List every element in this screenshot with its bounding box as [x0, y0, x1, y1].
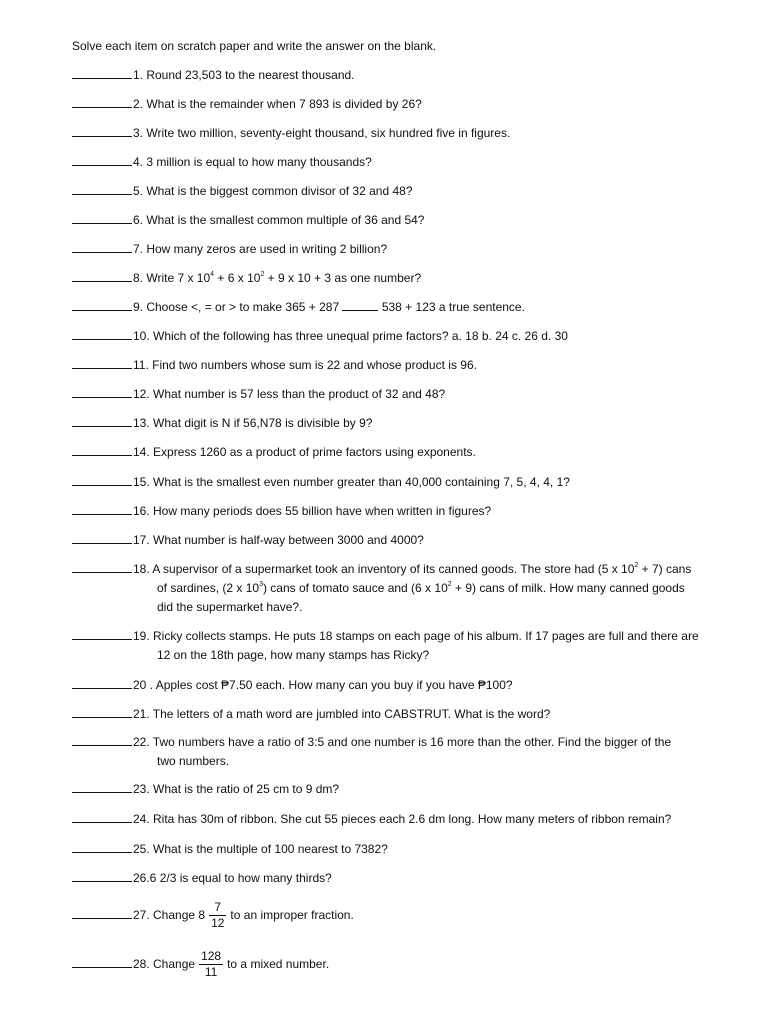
question-14: 14. Express 1260 as a product of prime factors using exponents.	[72, 443, 476, 462]
answer-blank[interactable]	[72, 906, 132, 919]
answer-blank[interactable]	[72, 676, 132, 689]
question-19-line-2: 12 on the 18th page, how many stamps has Ricky?	[157, 648, 430, 662]
answer-blank[interactable]	[72, 414, 132, 427]
question-16: 16. How many periods does 55 billion have when written in figures?	[72, 502, 491, 521]
answer-blank[interactable]	[72, 298, 132, 311]
answer-blank[interactable]	[72, 780, 132, 793]
question-19: 19. Ricky collects stamps. He puts 18 stamps on each page of his album. If 17 pages are full and there are	[72, 627, 699, 646]
question-7: 7. How many zeros are used in writing 2 billion?	[72, 240, 387, 259]
answer-blank[interactable]	[72, 182, 132, 195]
question-20: 20 . Apples cost ₱7.50 each. How many can you buy if you have ₱100?	[72, 676, 513, 695]
answer-blank[interactable]	[72, 560, 132, 573]
question-25: 25. What is the multiple of 100 nearest to 7382?	[72, 840, 388, 859]
answer-blank[interactable]	[72, 955, 132, 968]
answer-blank[interactable]	[72, 356, 132, 369]
question-21: 21. The letters of a math word are jumbled into CABSTRUT. What is the word?	[72, 705, 550, 724]
instructions: Solve each item on scratch paper and write the answer on the blank.	[72, 39, 437, 53]
question-3: 3. Write two million, seventy-eight thousand, six hundred five in figures.	[72, 124, 510, 143]
question-22: 22. Two numbers have a ratio of 3:5 and one number is 16 more than the other. Find the bigger of the	[72, 733, 671, 752]
question-8: 8. Write 7 x $10^4 + 6$ x $10^2 + 9$ x 10 + 3 as one number?	[72, 269, 421, 288]
answer-blank[interactable]	[72, 95, 132, 108]
question-24: 24. Rita has 30m of ribbon. She cut 55 pieces each 2.6 dm long. How many meters of ribbon remain?	[72, 810, 671, 829]
question-18: 18. A supervisor of a supermarket took an inventory of its canned goods. The store had (5 x $10^2 + 7$) cans	[72, 560, 691, 579]
fraction: $\frac{128}{11}$	[201, 949, 222, 980]
question-1: 1. Round 23,503 to the nearest thousand.	[72, 66, 355, 85]
question-6: 6. What is the smallest common multiple of 36 and 54?	[72, 211, 424, 230]
answer-blank[interactable]	[72, 627, 132, 640]
question-5: 5. What is the biggest common divisor of 32 and 48?	[72, 182, 413, 201]
question-23: 23. What is the ratio of 25 cm to 9 dm?	[72, 780, 339, 799]
question-28: 28. Change $\frac{128}{11}$ to a mixed number.	[72, 947, 329, 981]
answer-blank[interactable]	[72, 869, 132, 882]
question-13: 13. What digit is N if 56,N78 is divisible by 9?	[72, 414, 372, 433]
question-17: 17. What number is half-way between 3000 and 4000?	[72, 531, 424, 550]
question-10: 10. Which of the following has three unequal prime factors? a. 18 b. 24 c. 26 d. 30	[72, 327, 568, 346]
answer-blank[interactable]	[72, 840, 132, 853]
question-26: 26.6 2/3 is equal to how many thirds?	[72, 869, 332, 888]
answer-blank[interactable]	[72, 473, 132, 486]
fraction: $\frac{7}{12}$	[211, 900, 225, 931]
question-22-line-2: two numbers.	[157, 754, 230, 768]
answer-blank[interactable]	[72, 327, 132, 340]
answer-blank[interactable]	[72, 810, 132, 823]
answer-blank[interactable]	[72, 443, 132, 456]
answer-blank[interactable]	[72, 240, 132, 253]
question-12: 12. What number is 57 less than the product of 32 and 48?	[72, 385, 445, 404]
answer-blank[interactable]	[72, 733, 132, 746]
answer-blank[interactable]	[72, 124, 132, 137]
answer-blank[interactable]	[72, 153, 132, 166]
question-4: 4. 3 million is equal to how many thousands?	[72, 153, 372, 172]
question-15: 15. What is the smallest even number greater than 40,000 containing 7, 5, 4, 4, 1?	[72, 473, 570, 492]
answer-blank[interactable]	[72, 66, 132, 79]
question-11: 11. Find two numbers whose sum is 22 and whose product is 96.	[72, 356, 477, 375]
answer-blank[interactable]	[72, 705, 132, 718]
comparison-blank[interactable]	[342, 300, 378, 311]
answer-blank[interactable]	[72, 531, 132, 544]
answer-blank[interactable]	[72, 385, 132, 398]
question-2: 2. What is the remainder when 7 893 is divided by 26?	[72, 95, 422, 114]
question-27: 27. Change 8 $\frac{7}{12}$ to an improper fraction.	[72, 898, 354, 932]
answer-blank[interactable]	[72, 502, 132, 515]
answer-blank[interactable]	[72, 269, 132, 282]
answer-blank[interactable]	[72, 211, 132, 224]
question-18-line-2: of sardines, (2 x $10^3$) cans of tomato sauce and (6 x $10^2 + 9$) cans of milk. How many canned goods	[157, 581, 685, 595]
question-9: 9. Choose <, = or > to make 365 + 287 538 + 123 a true sentence.	[72, 298, 525, 317]
question-18-line-3: did the supermarket have?.	[157, 600, 303, 614]
